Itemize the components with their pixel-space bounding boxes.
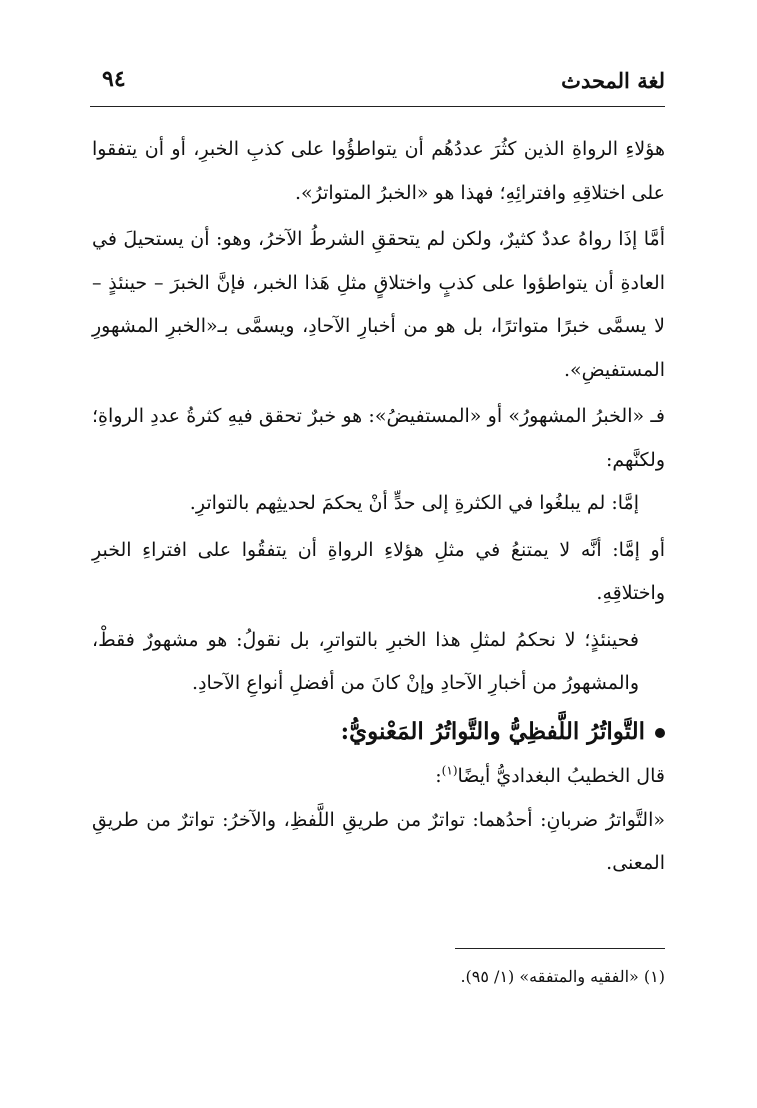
paragraph-5: أو إمَّا: أنَّه لا يمتنعُ في مثلِ هؤلاءِ الرواةِ أن يتفقُوا على افتراءِ الخبرِ واختلاقِهِ. (92, 538, 665, 604)
page-header (90, 62, 665, 102)
page-number: ٩٤ (102, 66, 126, 92)
header-divider (90, 106, 665, 107)
bullet-dot-icon (655, 728, 665, 738)
footnote-divider (455, 948, 665, 949)
page-body (92, 128, 665, 886)
quote-intro-colon: : (435, 765, 442, 787)
quote-paragraph: «التَّواترُ ضربانِ: أحدُهما: تواترٌ من طريقِ اللَّفظِ، والآخرُ: تواترٌ من طريقِ المعنى. (92, 808, 665, 874)
section-heading-text: التَّواتُرُ اللَّفظِيُّ والتَّواتُرُ المَعْنويُّ: (340, 717, 645, 745)
paragraph-6: فحينئذٍ؛ لا نحكمُ لمثلِ هذا الخبرِ بالتواترِ، بل نقولُ: هو مشهورٌ فقطْ، والمشهورُ من أخبارِ الآحادِ وإنْ كانَ من أفضلِ أنواعِ الآحادِ. (92, 628, 639, 694)
paragraph-2: أمَّا إذَا رواهُ عددٌ كثيرٌ، ولكن لم يتحققِ الشرطُ الآخرُ، وهو: أن يستحيلَ في العادةِ أن يتواطؤوا على كذبٍ واختلاقٍ مثلِ هَذا الخبر، فإنَّ الخبرَ – حينئذٍ – لا يسمَّى خبرًا متواترًا، بل هو من أخبارِ الآحادِ، ويسمَّى بـ«الخبرِ المشهورِ المستفيضِ». (92, 228, 665, 381)
paragraph-3: فـ «الخبرُ المشهورُ» أو «المستفيضُ»: هو خبرٌ تحقق فيهِ كثرةُ عددِ الرواةِ؛ ولكنَّهم: (92, 405, 665, 471)
quote-intro (92, 755, 665, 799)
section-heading (92, 710, 665, 754)
quote-intro-text: قال الخطيبُ البغداديُّ أيضًا (457, 765, 665, 787)
paragraph-1: هؤلاءِ الرواةِ الذين كثُرَ عددُهُم أن يتواطؤُوا على كذبِ الخبرِ، أو أن يتفقوا على اختلاقِهِ وافترائِهِ؛ فهذا هو «الخبرُ المتواترُ». (92, 138, 665, 204)
footnote-reference[interactable]: (١) (441, 763, 458, 778)
running-title: لغة المحدث (561, 68, 665, 93)
paragraph-4: إمَّا: لم يبلغُوا في الكثرةِ إلى حدٍّ أنْ يحكمَ لحديثِهم بالتواترِ. (189, 492, 639, 514)
footnote: (١) «الفقيه والمتفقه» (١/ ٩٥). (460, 967, 665, 986)
